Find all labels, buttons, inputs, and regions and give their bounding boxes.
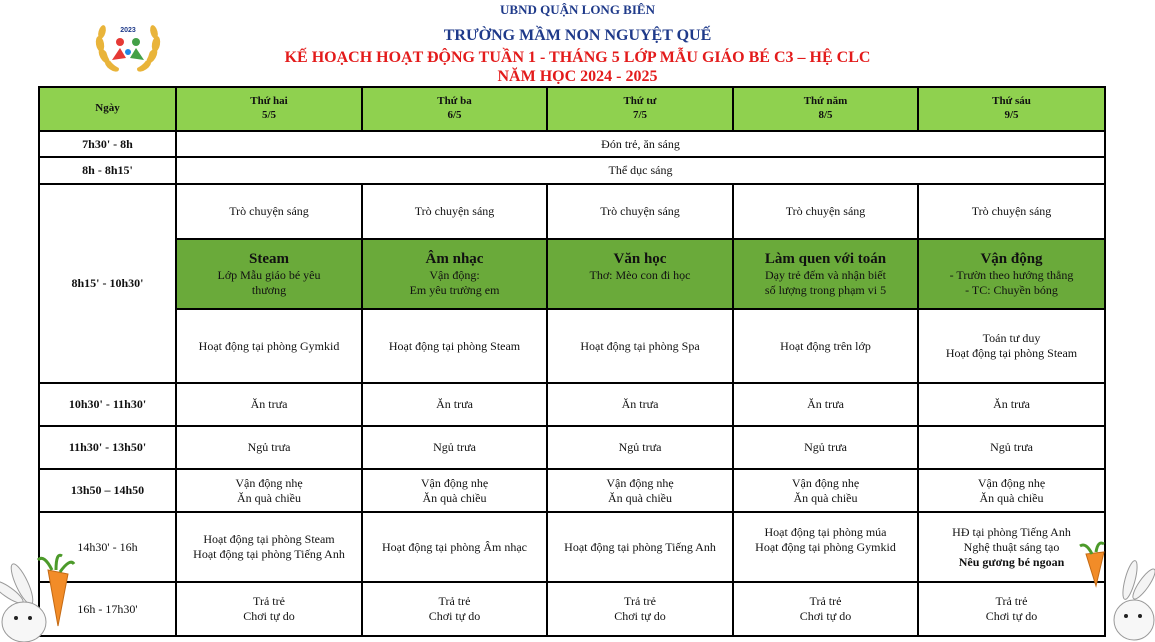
table-row [39,131,1105,157]
activity-cell: Vận động nhẹ Ăn quà chiều [547,469,733,512]
activity-cell: Hoạt động tại phòng Steam [362,309,547,383]
activity-cell: Trò chuyện sáng [362,184,547,239]
time-cell: 10h30' - 11h30' [39,383,176,426]
activity-cell: HĐ tại phòng Tiếng Anh Nghệ thuật sáng tạo Nêu gương bé ngoan [918,512,1105,582]
activity-cell: Trò chuyện sáng [918,184,1105,239]
school-name: TRƯỜNG MẦM NON NGUYỆT QUẾ [443,27,712,44]
lesson-cell: Vận động - Trườn theo hướng thẳng - TC: Chuyền bóng [918,239,1105,309]
day-header-fri: Thứ sáu 9/5 [918,87,1105,131]
activity-cell: Thể dục sáng [176,157,1105,184]
activity-cell: Trả trẻ Chơi tự do [547,582,733,636]
time-cell: 11h30' - 13h50' [39,426,176,469]
weekly-plan-table [38,86,1106,637]
district-name: UBND QUẬN LONG BIÊN [500,2,655,17]
activity-cell: Trả trẻ Chơi tự do [733,582,918,636]
day-header-thu: Thứ năm 8/5 [733,87,918,131]
activity-cell: Trả trẻ Chơi tự do [176,582,362,636]
activity-cell: Vận động nhẹ Ăn quà chiều [362,469,547,512]
activity-cell: Vận động nhẹ Ăn quà chiều [918,469,1105,512]
plan-title: KẾ HOẠCH HOẠT ĐỘNG TUẦN 1 - THÁNG 5 LỚP MẪU GIÁO BÉ C3 – HỆ CLC [284,49,871,66]
activity-cell: Hoạt động trên lớp [733,309,918,383]
time-cell: 8h - 8h15' [39,157,176,184]
activity-cell: Ăn trưa [918,383,1105,426]
activity-cell: Hoạt động tại phòng Tiếng Anh [547,512,733,582]
header-row [39,87,1105,131]
table-row [39,582,1105,636]
activity-cell: Vận động nhẹ Ăn quà chiều [176,469,362,512]
table-row [39,309,1105,383]
day-header-mon: Thứ hai 5/5 [176,87,362,131]
activity-cell: Hoạt động tại phòng múa Hoạt động tại phòng Gymkid [733,512,918,582]
lesson-cell: Âm nhạc Vận động: Em yêu trường em [362,239,547,309]
activity-cell: Đón trẻ, ăn sáng [176,131,1105,157]
table-row [39,184,1105,239]
table-row [39,239,1105,309]
activity-cell: Hoạt động tại phòng Gymkid [176,309,362,383]
time-cell: 16h - 17h30' [39,582,176,636]
day-header-tue: Thứ ba 6/5 [362,87,547,131]
document-header [0,0,1155,86]
activity-cell: Vận động nhẹ Ăn quà chiều [733,469,918,512]
activity-cell: Ăn trưa [176,383,362,426]
table-row [39,383,1105,426]
activity-cell: Ngủ trưa [733,426,918,469]
activity-cell: Trò chuyện sáng [733,184,918,239]
lesson-cell: Steam Lớp Mẫu giáo bé yêu thương [176,239,362,309]
time-cell: 8h15' - 10h30' [39,184,176,383]
activity-cell: Hoạt động tại phòng Spa [547,309,733,383]
activity-cell: Ăn trưa [547,383,733,426]
activity-cell: Hoạt động tại phòng Âm nhạc [362,512,547,582]
activity-cell: Trò chuyện sáng [547,184,733,239]
day-header-wed: Thứ tư 7/5 [547,87,733,131]
activity-cell: Ngủ trưa [918,426,1105,469]
logo-year: 2023 [120,27,136,34]
school-logo [92,12,164,84]
time-cell: 7h30' - 8h [39,131,176,157]
lesson-cell: Làm quen với toán Dạy trẻ đếm và nhận biết số lượng trong phạm vi 5 [733,239,918,309]
activity-cell: Toán tư duy Hoạt động tại phòng Steam [918,309,1105,383]
activity-cell: Ngủ trưa [362,426,547,469]
activity-cell: Trò chuyện sáng [176,184,362,239]
activity-cell: Ăn trưa [362,383,547,426]
bunny-carrot-illustration-right [1078,540,1155,642]
time-cell: 13h50 – 14h50 [39,469,176,512]
time-cell: 14h30' - 16h [39,512,176,582]
lesson-cell: Văn học Thơ: Mèo con đi học [547,239,733,309]
activity-cell: Ngủ trưa [176,426,362,469]
activity-cell: Trả trẻ Chơi tự do [918,582,1105,636]
activity-cell: Trả trẻ Chơi tự do [362,582,547,636]
table-row [39,469,1105,512]
activity-cell: Hoạt động tại phòng Steam Hoạt động tại phòng Tiếng Anh [176,512,362,582]
activity-cell: Ngủ trưa [547,426,733,469]
day-header: Ngày [39,87,176,131]
activity-cell: Ăn trưa [733,383,918,426]
school-year: NĂM HỌC 2024 - 2025 [497,68,658,85]
bunny-carrot-illustration-left [0,548,80,642]
table-row [39,512,1105,582]
table-row [39,426,1105,469]
table-row [39,157,1105,184]
